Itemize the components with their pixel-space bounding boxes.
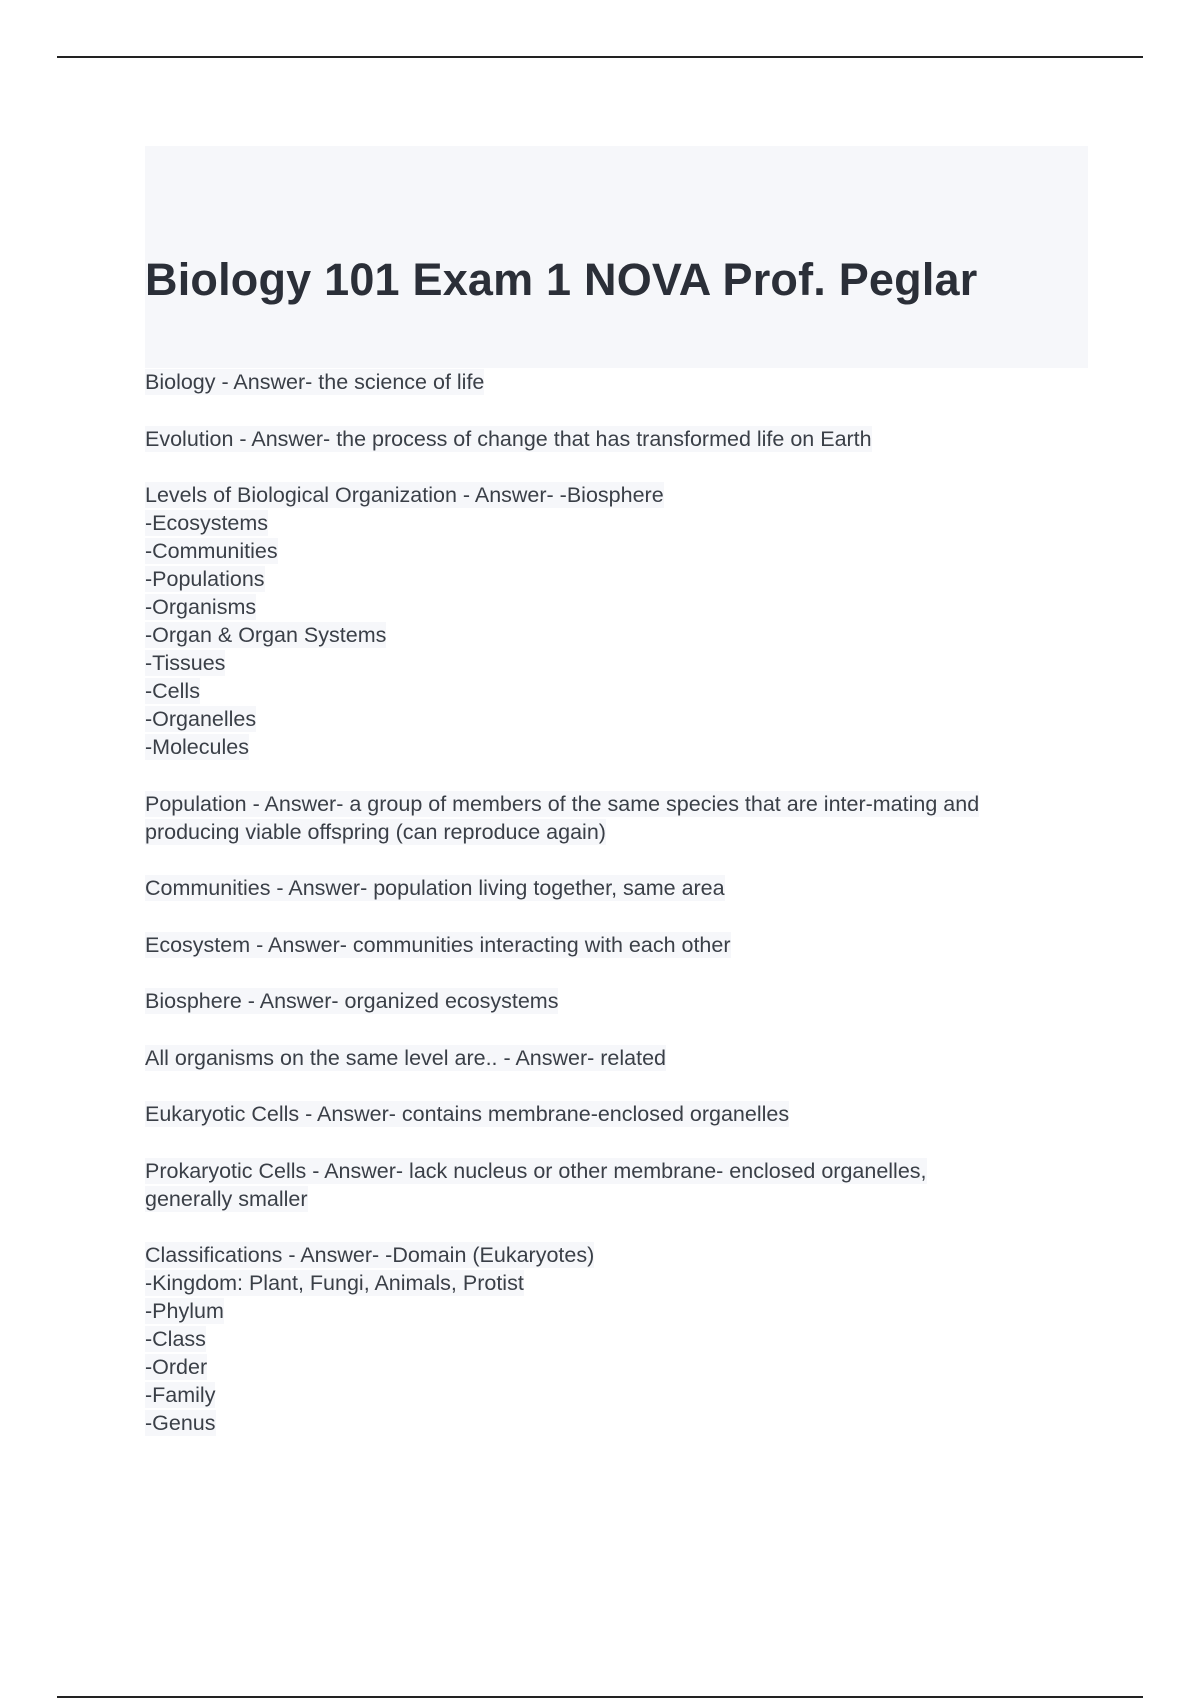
qa-line: -Organelles [145,707,257,731]
qa-line: producing viable offspring (can reproduce again) [145,819,606,844]
qa-line: -Organisms [145,595,257,619]
qa-line: All organisms on the same level are.. - Answer- related [145,1045,667,1070]
qa-line: Population - Answer- a group of members of the same species that are inter-mating and [145,791,980,816]
qa-line: -Ecosystems [145,511,269,535]
qa-item-biosphere [145,987,1095,1015]
qa-line: Prokaryotic Cells - Answer- lack nucleus or other membrane- enclosed organelles, [145,1158,927,1183]
qa-line: -Kingdom: Plant, Fungi, Animals, Protist [145,1271,524,1295]
qa-line: Levels of Biological Organization - Answer- -Biosphere [145,483,664,507]
page-title: Biology 101 Exam 1 NOVA Prof. Peglar [145,254,978,305]
qa-item-evolution [145,425,1095,453]
qa-line: Classifications - Answer- -Domain (Eukaryotes) [145,1243,595,1267]
qa-item-levels-of-organization [145,481,1095,761]
qa-item-eukaryotic-cells [145,1100,1095,1128]
qa-line: -Populations [145,567,265,591]
qa-list [145,368,1095,1466]
qa-line: -Communities [145,539,278,563]
qa-line: -Family [145,1383,216,1407]
qa-line: Biosphere - Answer- organized ecosystems [145,989,559,1013]
qa-line: Ecosystem - Answer- communities interacting with each other [145,932,731,957]
title-block [145,146,1088,368]
qa-item-population [145,790,1095,846]
qa-line: -Tissues [145,651,226,675]
qa-item-ecosystem [145,931,1095,959]
qa-line: -Genus [145,1411,216,1435]
bottom-rule [57,1696,1143,1698]
qa-line: -Cells [145,679,200,703]
qa-line: Evolution - Answer- the process of change that has transformed life on Earth [145,426,872,451]
qa-line: -Organ & Organ Systems [145,623,387,647]
qa-line: -Order [145,1355,208,1379]
qa-item-communities [145,874,1095,902]
qa-line: Eukaryotic Cells - Answer- contains membrane-enclosed organelles [145,1102,790,1126]
qa-item-classifications [145,1241,1095,1437]
top-rule [57,56,1143,58]
qa-item-prokaryotic-cells [145,1157,1095,1213]
qa-line: -Molecules [145,735,249,759]
qa-item-biology [145,368,1095,396]
qa-line: Biology - Answer- the science of life [145,370,485,394]
qa-line: Communities - Answer- population living together, same area [145,876,725,900]
qa-line: generally smaller [145,1186,308,1211]
qa-line: -Phylum [145,1299,224,1323]
qa-line: -Class [145,1327,206,1351]
qa-item-same-level [145,1044,1095,1072]
